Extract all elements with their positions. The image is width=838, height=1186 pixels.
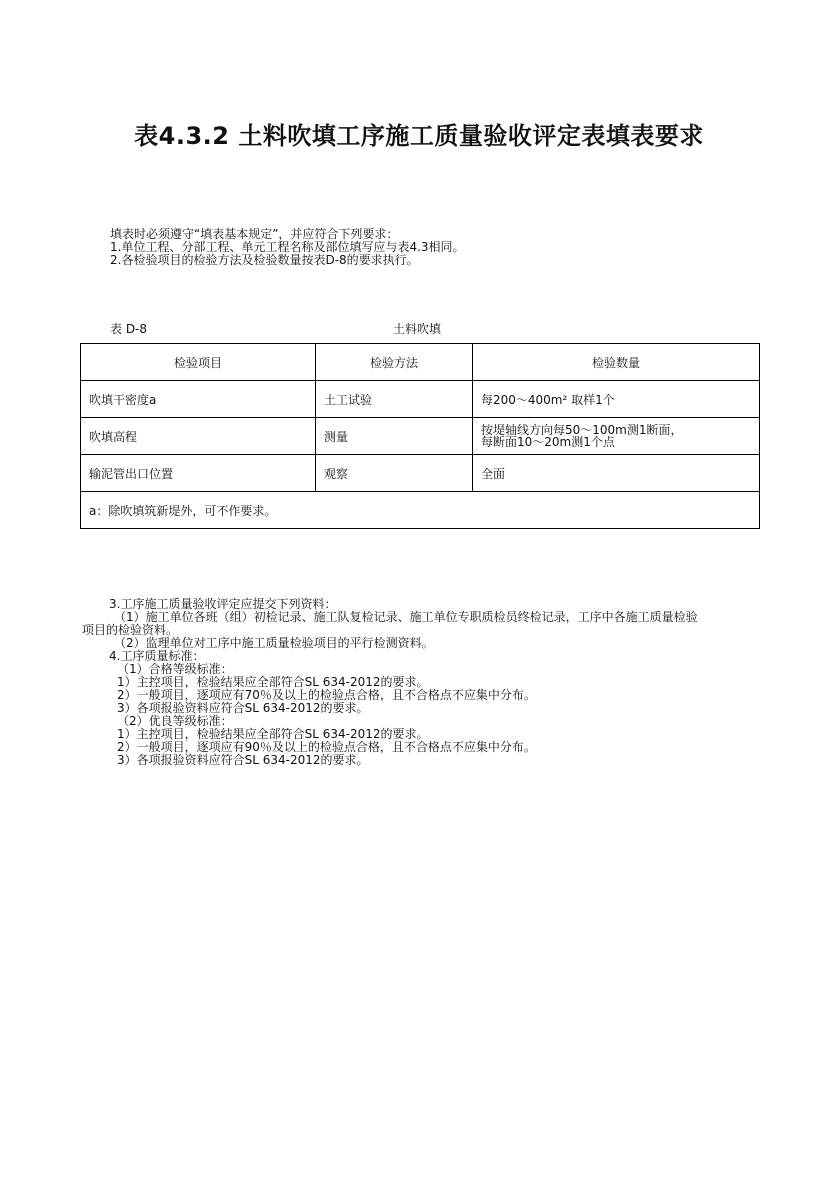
table-cell: 输泥管出口位置 <box>81 455 316 492</box>
column-header: 检验数量 <box>473 344 760 381</box>
requirement-line: 3）各项报验资料应符合SL 634-2012的要求。 <box>117 753 369 767</box>
intro-block <box>110 228 465 267</box>
requirement-line: 1）主控项目，检验结果应全部符合SL 634-2012的要求。 <box>117 727 429 741</box>
inspection-table <box>80 343 760 529</box>
table-cell <box>473 418 760 455</box>
intro-line: 填表时必须遵守“填表基本规定”，并应符合下列要求： <box>110 227 399 241</box>
table-name: 土料吹填 <box>393 322 442 336</box>
table-row <box>81 381 760 418</box>
requirement-line: （2）优良等级标准： <box>117 714 233 728</box>
requirement-line: 项目的检验资料。 <box>82 623 179 637</box>
table-footnote: a：除吹填筑新堤外，可不作要求。 <box>81 492 760 529</box>
table-row <box>81 418 760 455</box>
table-cell: 吹填干密度a <box>81 381 316 418</box>
requirement-line: 1）主控项目，检验结果应全部符合SL 634-2012的要求。 <box>117 675 429 689</box>
table-cell: 土工试验 <box>316 381 473 418</box>
table-cell: 测量 <box>316 418 473 455</box>
requirement-line: （2）监理单位对工序中施工质量检验项目的平行检测资料。 <box>114 636 434 650</box>
cell-line: 每断面10～20m测1个点 <box>481 435 615 449</box>
requirement-line: （1）施工单位各班（组）初检记录、施工队复检记录、施工单位专职质检员终检记录，工序中各施工质量检验 <box>114 610 698 624</box>
requirement-line: （1）合格等级标准： <box>117 662 233 676</box>
column-header: 检验项目 <box>81 344 316 381</box>
intro-line: 1.单位工程、分部工程、单元工程名称及部位填写应与表4.3相同。 <box>110 240 465 254</box>
requirement-line: 2）一般项目，逐项应有70％及以上的检验点合格，且不合格点不应集中分布。 <box>117 688 536 702</box>
table-cell: 每200～400m² 取样1个 <box>473 381 760 418</box>
page-title: 表4.3.2 土料吹填工序施工质量验收评定表填表要求 <box>134 122 704 150</box>
table-footnote-row <box>81 492 760 529</box>
column-header: 检验方法 <box>316 344 473 381</box>
table-header-row <box>81 344 760 381</box>
table-label: 表 D-8 <box>110 322 148 336</box>
requirements-block <box>82 598 698 767</box>
requirement-line: 3.工序施工质量验收评定应提交下列资料： <box>109 597 337 611</box>
requirement-line: 2）一般项目，逐项应有90％及以上的检验点合格，且不合格点不应集中分布。 <box>117 740 536 754</box>
cell-line: 按堤轴线方向每50～100m测1断面， <box>481 423 683 437</box>
table-cell: 观察 <box>316 455 473 492</box>
table-cell: 吹填高程 <box>81 418 316 455</box>
requirement-line: 4.工序质量标准： <box>109 649 205 663</box>
table-row <box>81 455 760 492</box>
table-cell: 全面 <box>473 455 760 492</box>
requirement-line: 3）各项报验资料应符合SL 634-2012的要求。 <box>117 701 369 715</box>
intro-line: 2.各检验项目的检验方法及检验数量按表D-8的要求执行。 <box>110 253 419 267</box>
